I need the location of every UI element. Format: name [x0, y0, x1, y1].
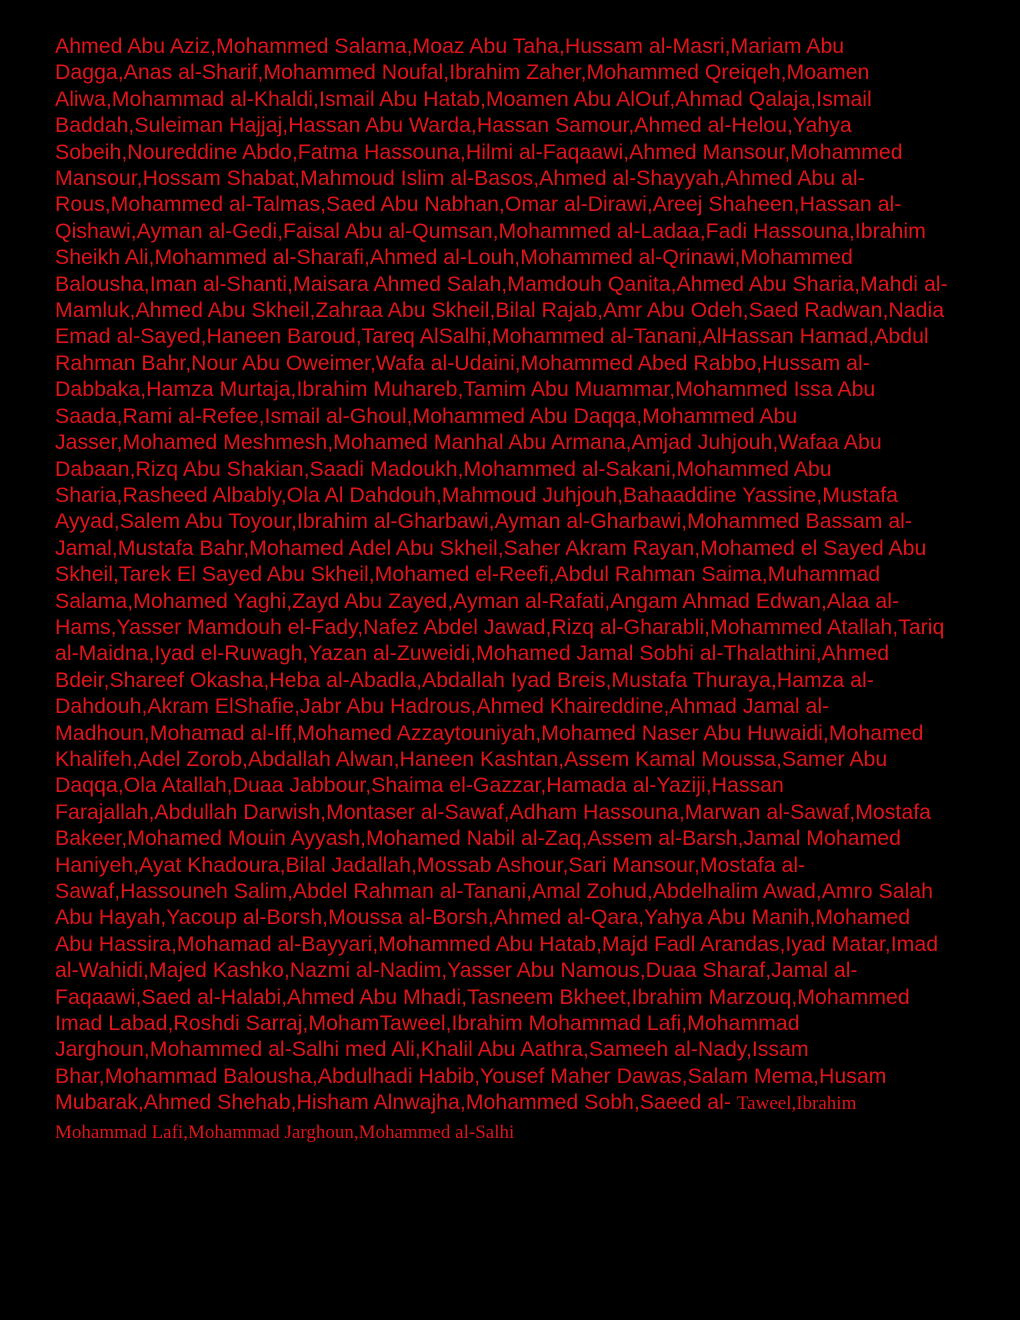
names-list-tail: Taweel,Ibrahim Mohammad Lafi,Mohammad Jarghoun,Mohammed al-Salhi: [55, 1093, 857, 1143]
names-document: [55, 33, 950, 1146]
names-list: [55, 33, 950, 1146]
names-list-main: Ahmed Abu Aziz,Mohammed Salama,Moaz Abu Taha,Hussam al-Masri,Mariam Abu Dagga,Anas al-Sharif,Mohammed Noufal,Ibrahim Zaher,Mohammed Qreiqeh,Moamen Aliwa,Mohammad al-Khaldi,Ismail Abu Hatab,Moamen Abu AlOuf,Ahmad Qalaja,Ismail Baddah,Suleiman Hajjaj,Hassan Abu Warda,Hassan Samour,Ahmed al-Helou,Yahya Sobeih,Noureddine Abdo,Fatma Hassouna,Hilmi al-Faqaawi,Ahmed Mansour,Mohammed Mansour,Hossam Shabat,Mahmoud Islim al-Basos,Ahmed al-Shayyah,Ahmed Abu al-Rous,Mohammed al-Talmas,Saed Abu Nabhan,Omar al-Dirawi,Areej Shaheen,Hassan al-Qishawi,Ayman al-Gedi,Faisal Abu al-Qumsan,Mohammed al-Ladaa,Fadi Hassouna,Ibrahim Sheikh Ali,Mohammed al-Sharafi,Ahmed al-Louh,Mohammed al-Qrinawi,Mohammed Balousha,Iman al-Shanti,Maisara Ahmed Salah,Mamdouh Qanita,Ahmed Abu Sharia,Mahdi al-Mamluk,Ahmed Abu Skheil,Zahraa Abu Skheil,Bilal Rajab,Amr Abu Odeh,Saed Radwan,Nadia Emad al-Sayed,Haneen Baroud,Tareq AlSalhi,Mohammed al-Tanani,AlHassan Hamad,Abdul Rahman Bahr,Nour Abu Oweimer,Wafa al-Udaini,Mohammed Abed Rabbo,Hussam al-Dabbaka,Hamza Murtaja,Ibrahim Muhareb,Tamim Abu Muammar,Mohammed Issa Abu Saada,Rami al-Refee,Ismail al-Ghoul,Mohammed Abu Daqqa,Mohammed Abu Jasser,Mohamed Meshmesh,Mohamed Manhal Abu Armana,Amjad Juhjouh,Wafaa Abu Dabaan,Rizq Abu Shakian,Saadi Madoukh,Mohammed al-Sakani,Mohammed Abu Sharia,Rasheed Albably,Ola Al Dahdouh,Mahmoud Juhjouh,Bahaaddine Yassine,Mustafa Ayyad,Salem Abu Toyour,Ibrahim al-Gharbawi,Ayman al-Gharbawi,Mohammed Bassam al-Jamal,Mustafa Bahr,Mohamed Adel Abu Skheil,Saher Akram Rayan,Mohamed el Sayed Abu Skheil,Tarek El Sayed Abu Skheil,Mohamed el-Reefi,Abdul Rahman Saima,Muhammad Salama,Mohamed Yaghi,Zayd Abu Zayed,Ayman al-Rafati,Angam Ahmad Edwan,Alaa al-Hams,Yasser Mamdouh el-Fady,Nafez Abdel Jawad,Rizq al-Gharabli,Mohammed Atallah,Tariq al-Maidna,Iyad el-Ruwagh,Yazan al-Zuweidi,Mohamed Jamal Sobhi al-Thalathini,Ahmed Bdeir,Shareef Okasha,Heba al-Abadla,Abdallah Iyad Breis,Mustafa Thuraya,Hamza al-Dahdouh,Akram ElShafie,Jabr Abu Hadrous,Ahmed Khaireddine,Ahmad Jamal al-Madhoun,Mohamad al-Iff,Mohamed Azzaytouniyah,Mohamed Naser Abu Huwaidi,Mohamed Khalifeh,Adel Zorob,Abdallah Alwan,Haneen Kashtan,Assem Kamal Moussa,Samer Abu Daqqa,Ola Atallah,Duaa Jabbour,Shaima el-Gazzar,Hamada al-Yaziji,Hassan Farajallah,Abdullah Darwish,Montaser al-Sawaf,Adham Hassouna,Marwan al-Sawaf,Mostafa Bakeer,Mohamed Mouin Ayyash,Mohamed Nabil al-Zaq,Assem al-Barsh,Jamal Mohamed Haniyeh,Ayat Khadoura,Bilal Jadallah,Mossab Ashour,Sari Mansour,Mostafa al-Sawaf,Hassouneh Salim,Abdel Rahman al-Tanani,Amal Zohud,Abdelhalim Awad,Amro Salah Abu Hayah,Yacoup al-Borsh,Moussa al-Borsh,Ahmed al-Qara,Yahya Abu Manih,Mohamed Abu Hassira,Mohamad al-Bayyari,Mohammed Abu Hatab,Majd Fadl Arandas,Iyad Matar,Imad al-Wahidi,Majed Kashko,Nazmi al-Nadim,Yasser Abu Namous,Duaa Sharaf,Jamal al-Faqaawi,Saed al-Halabi,Ahmed Abu Mhadi,Tasneem Bkheet,Ibrahim Marzouq,Mohammed Imad Labad,Roshdi Sarraj,MohamTaweel,Ibrahim Mohammad Lafi,Mohammad Jarghoun,Mohammed al-Salhi med Ali,Khalil Abu Aathra,Sameeh al-Nady,Issam Bhar,Mohammad Balousha,Abdulhadi Habib,Yousef Maher Dawas,Salam Mema,Husam Mubarak,Ahmed Shehab,Hisham Alnwajha,Mohammed Sobh,Saeed al-: [55, 34, 948, 1115]
